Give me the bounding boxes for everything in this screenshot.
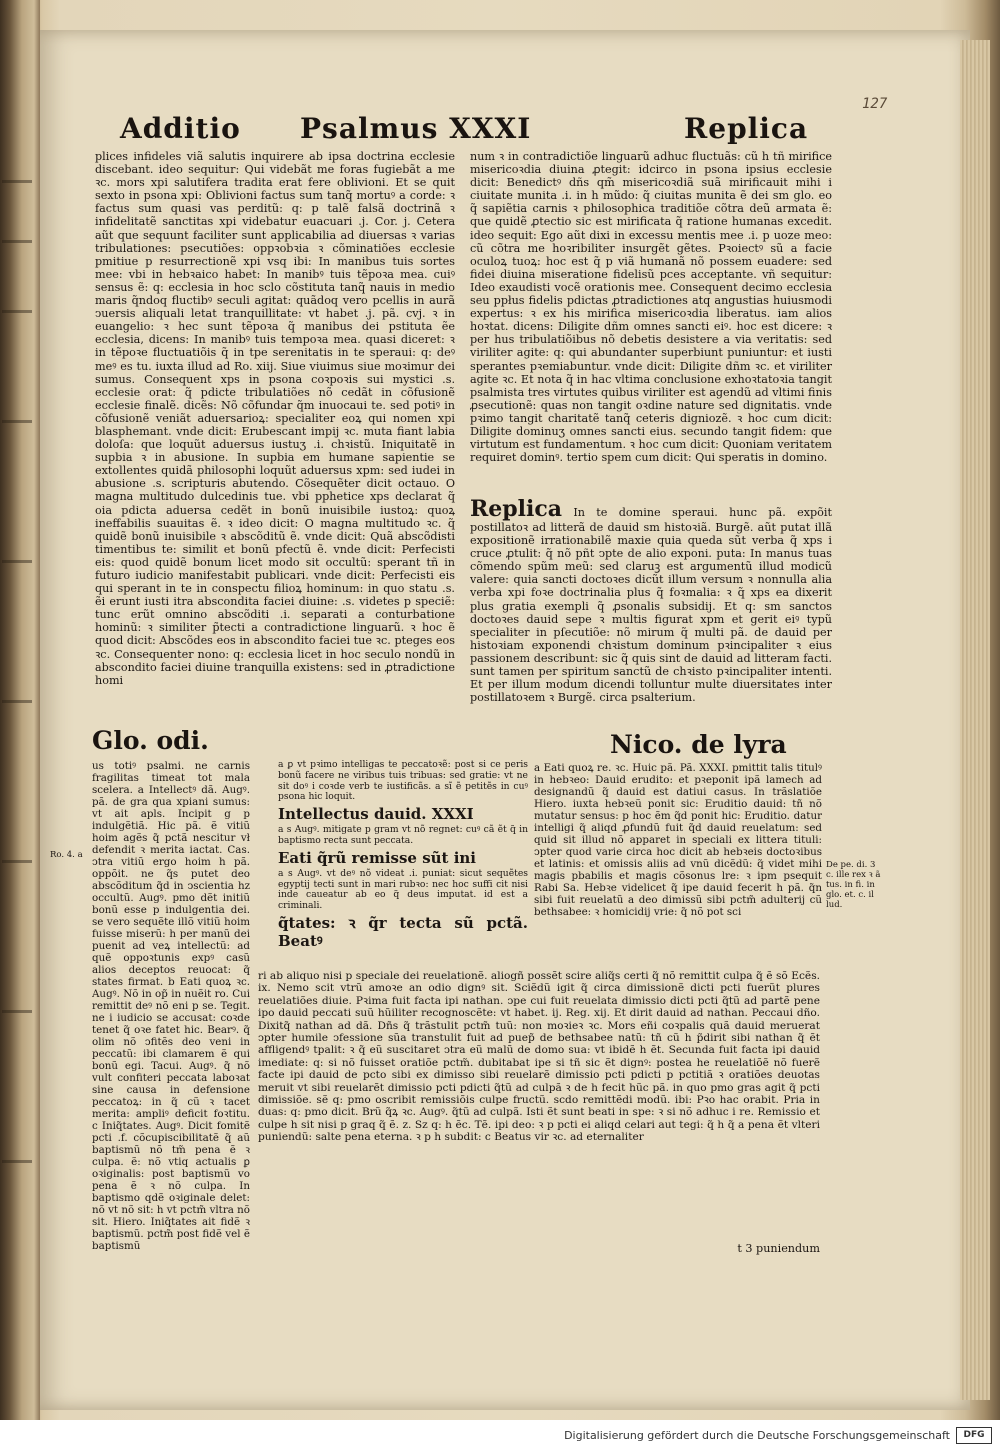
additio-text: plices infideles viã salutis inquirere ab ipsa doctrina ecclesie discebant. ideo sequitur: Qui videbãt me foras fugiebãt a me ꝛc. mors xpi salutifera tradita erat fere oblivioni. Et se quit sexto in psona xpi: Oblivioni factus sum tanq̃ mortuꝰ a corde: ꝛ factus sum quasi vas perditũ: q: p talẽ falsã doctrinã ꝛ infidelitatẽ sanctitas xpi videbatur euacuari .j. Cor. j. Cetera aũt que sequunt faciliter sunt applicabilia ad diuersas ꝛ varias tribulationes: psecutiões: oppꝛobꝛia ꝛ cõminatiões ecclesie pmitiue p resurrectionẽ xpi vsq ibi: In manibus tuis sortes mee: vbi in hebꝛaico habet: In manibꝰ tuis tẽpoꝛa mea. cuiꝰ sensus ẽ: q: ecclesia in hoc sclo cõstituta tanq̃ nauis in medio maris q̃ndoq fluctibꝰ seculi agitat: quãdoq vero pcellis in aurã ↄuersis aliquali letat tranquillitate: vt habet .j. pã. cvj. ꝛ in euangelio: ꝛ hec sunt tẽpoꝛa q̃ manibus dei pstituta ẽe ecclesia, dicens: In manibꝰ tuis tempoꝛa mea. quasi diceret: ꝛ in tẽpoꝛe fluctuatiõis q̃ in tpe serenitatis in te speraui: q: deꝰ meꝰ es tu. iuxta illud ad Ro. xiij. Siue viuimus siue moꝛimur dei sumus. Consequent xps in psona coꝛpoꝛis sui mystici .s. ecclesie orat: q̃ pdicte tribulatiões nõ cedãt in cõfusionẽ ecclesie finalẽ. dicẽs: Nõ cõfundar q̃m inuocaui te. sed potiꝰ in cõfusionẽ veniãt aduersarioꝝ: specialiter eoꝝ qui nomen xpi blasphemant. vnde dicit: Erubescant impij ꝛc. muta fiant labia doloſa: que loquũt aduersus iustuʒ .i. chꝛistũ. Iniquitatẽ in supbia ꝛ in abusione. In supbia em humane sapientie se extollentes quidã philosophi loquũt aduersus xpm: sed iudei in abusione .s. scripturis abutendo. Cõsequẽter dicit octauo. O magna multitudo dulcedinis tue. vbi pphetice xps declarat q̃ oia pdicta aduersa cedẽt in bonũ inuisibile iustoꝝ: quoꝝ ineffabilis suauitas ẽ. ꝛ ideo dicit: O magna multitudo ꝛc. q̃ quidẽ bonũ inuisibile ꝛ abscõditũ ẽ. vnde dicit: Quã abscõdisti timentibus te: similit et bonũ pfectũ ẽ. vnde dicit: Perfecisti eis: quod quidẽ bonum licet modo sit occultũ: sperant tñ in futuro iudicio manifestabit publicari. vnde dicit: Perfecisti eis qui sperant in te in conspectu filioꝝ hominum: in quo statu .s. ẽi erunt iusti itra abscondita faciei diuine: .s. videtes p speciẽ: tunc erũt omnino abscõditi .i. separati a conturbatione hominũ: ꝛ similiter p̃tecti a contradictione linguarũ. ꝛ hoc ẽ quod dicit: Abscõdes eos in abscondito faciei tue ꝛc. pteges eos ꝛc. Consequenter nono: q: ecclesia licet in hoc seculo nondũ in abscondito faciei diuine tranquilla existens: sed in ꝓtradictione homi — [95, 150, 455, 687]
nicolaus-text: a Eati quoꝝ re. ꝛc. Huic pã. Pã. XXXI. pmittit talis titulꝰ in hebꝛeo: Dauid erudito: et pꝛeponit ipã lamech ad designandũ q̃ dauid est datiui casus. In trãslatiõe Hiero. iuxta hebꝛeũ ponit sic: Eruditio dauid: tñ nõ mutatur sensus: p hoc ẽm q̃d ponit hic: Eruditio. datur intelligi q̃ aliqd ꝓfundũ fuit q̃d dauid reuelatum: sed quid sit illud nõ apparet in speciali ex littera tituli: ↄpter quod varie circa hoc dicit ab hebꝛeis doctoꝛibus et latinis: et omissis aliis ad vnũ dicẽdũ: q̃ videt mihi magis pbabilis et magis cõsonus lre: ꝛ ipm psequit Rabi Sa. Hebꝛe videlicet q̃ ipe dauid fecerit h pã. q̃n sibi fuit reuelatũ a deo dimissũ sibi pctm̃ adulterij cũ bethsabee: ꝛ homicidij vrie: q̃ nõ pot sci — [534, 762, 822, 918]
center-gloss-mid: a s Augꝰ. mitigate p gram vt nõ regnet: cuꝰ cã ẽt q̃ in baptismo recta sunt peccata. — [278, 824, 528, 846]
glosa-heading: Glo. odi. — [92, 726, 209, 755]
center-continuation-text: ri ab aliquo nisi p speciale dei reuelationẽ. aliogñ possẽt scire aliq̃s certi q̃ nõ remittit culpa q̃ ẽ sõ Ecẽs. ix. Nemo scit vtrũ amoꝛe an odio dignꝰ sit. Sciẽdũ igit q̃ circa dimissionẽ dicti pcti fuerũt plures reuelatiões diuie. Pꝛima fuit facta ipi nathan. ↄpe cui fuit reuelata dimissio dicti pcti q̃tũ ad partẽ pene ipo dauid peccati suũ hũiliter recognoscẽte: vt habet. ij. Reg. xij. Et dirit dauid ad nathan. Peccaui dño. Dixitq̃ nathan ad dã. Dñs q̃ trãstulit pctm̃ tuũ: non moꝛieꝛ ꝛc. Mors eñi coꝛpalis quã dauid meruerat ↄpter humile ↄfessione sũa transtulit fuit ad puep̃ de bethsabee natũ: tñ cũ h p̃dirit sibi nathan q̃ ẽt affligendꝰ tpalit: ꝛ q̃ eũ suscitaret ↄtra eũ malũ de domo sua: vt ibidẽ h ẽt. Secunda fuit facta ipi dauid imediate: q: si nõ fuisset oratiõe pctm̃. dubitabat ipe si tñ sic ẽt dignꝰ: postea he reuelatiõẽ nõ fuerẽ facte ipi dauid de pcto sibi ex dimisso sibi reuelarẽ dimissio pcti pdicti p pctitiã ꝛ oratiões deuotas meruit vt sibi reuelarẽt dimissio pcti pdicti q̃tũ ad culpã ꝛ de h fecit hũc pã. in quo pmo gras agit q̃ pcti dimissiõe. sẽ q: pmo oscribit remissiõis culpe fructũ. scdo remittẽdi modũ. ibi: Pꝛo hac orabit. Pria in duas: q: pmo dicit. Brũ q̃ꝝ ꝛc. Augꝰ. q̃tũ ad culpã. Isti ẽt sunt beati in spe: ꝛ si nõ adhuc i re. Remissio et culpe h sit nisi p graq q̃ ẽ. z. Sz q: h ẽc. Tẽ. ipi deo: ꝛ p pcti ei aliqd celari aut tegi: q̃ h q̃ a pena ẽt vlteri puniendũ: salte pena eterna. ꝛ p h subdit: c Beatus vir ꝛc. ad eternaliter — [258, 970, 820, 1144]
psalm-text-line: Eati q̃rũ remisse sũt ini — [278, 848, 476, 867]
center-gloss-block — [278, 760, 528, 952]
additio-column — [95, 150, 455, 718]
nicolaus-column — [534, 762, 822, 970]
glosa-text: us totiꝰ psalmi. ne carnis fragilitas timeat tot mala scelera. a Intellectꝰ dã. Augꝰ. pã. de gra qua xpiani sumus: vt ait apls. Incipit g p indulgẽtiã. Hic pã. ẽ vitiũ hoim agẽs q̃ pctã nescitur vł defendit ꝛ merita iactat. Cas. ↄtra vitiũ ergo hoim h pã. oppõit. ne q̃s putet deo abscõditum q̃d in ↄscientia hz occultũ. Augꝰ. pmo dẽt initiũ bonũ esse p indulgentia dei. se vero sequẽte illõ vitiũ hoim fuisse miserũ: h per manũ dei puenit ad veꝝ intellectũ: ad quẽ oppoꝛtunis expꝰ casũ alios deceptos reuocat: q̃ states firmat. b Eati quoꝝ ꝛc. Augꝰ. Nõ in op̃ in nuẽit ro. Cui remittit deꝰ nõ eni p se. Tegit. ne i iudicio se accusat: coꝛde tenet q̃ oꝛe fatet hic. Bearꝰ. q̃ olim nõ ↄfitẽs deo veni in peccatũ: ibi clamarem ẽ qui bonũ egi. Tacui. Augꝰ. q̃ nõ vult confiteri peccata laboꝛat sine causa in defensione peccatoꝝ: in q̃ cũ ꝛ tacet merita: ampliꝰ deficit foꝛtitu. c Iniq̃tates. Augꝰ. Dicit fomitẽ pcti .f. cõcupiscibilitatẽ q̃ aũ baptismũ nõ tm̃ pena ẽ ꝛ culpa. ẽ: nõ vtiq actualis ꝑ oꝛiginalis: post baptismũ vo pena ẽ ꝛ nõ culpa. In baptismo qdẽ oꝛiginale delet: nõ vt nõ sit: h vt pctm̃ vltra nõ sit. Hiero. Iniq̃tates ait fidẽ ꝛ baptismũ. pctm̃ post fidẽ vel ẽ baptismũ — [92, 760, 250, 1252]
facing-page-edge — [0, 0, 40, 1420]
facing-text-trace — [2, 420, 32, 423]
center-gloss-top: a ꝑ vt pꝛimo intelligas te peccatoꝛẽ: post si ce peris bonũ facere ne viribus tuis tribuas: sed gratie: vt ne sit doꝰ i coꝛde verb te iustificãs. a sĩ ẽ petitẽs in cuꝰ psona hic loquit. — [278, 759, 528, 803]
facing-text-trace — [2, 180, 32, 183]
nicolaus-end-text: t 3 puniendum — [737, 1242, 820, 1255]
margin-note-left: Ro. 4. a — [50, 850, 83, 860]
psalm-text-line2: q̃tates: ꝛ q̃r tecta sũ pctã. Beatꝰ — [278, 913, 528, 950]
replica-text-top: num ꝛ in contradictiõe linguarũ adhuc fluctuãs: cũ h tñ mirifice misericoꝛdia diuina ꝓtegit: idcirco in psona ipsius ecclesie dicit: Benedictꝰ dñs qm̃ misericoꝛdiã suã mirificauit mihi i ciuitate munita .i. in h mũdo: q̃ ciuitas munita ẽ dei sm glo. eo q̃ sapiẽtia carnis ꝛ philosophica traditiõe cõtra deũ armata ẽ: que quidẽ ꝓtectio sic est mirificata q̃ ratione humanas excedit. ideo sequit: Ego aũt dixi in excessu mentis mee .i. p uoze meo: cũ cõtra me hoꝛribiliter insurgẽt gẽtes. Pꝛoiectꝰ sũ a facie oculoꝝ tuoꝝ: hoc est q̃ p viã humanã nõ possem euadere: sed fidei diuina miseratione fidelisũ pces acceptante. vñ sequitur: Ideo exaudisti vocẽ orationis mee. Consequent decimo ecclesia seu ppłus fidelis pdictas ꝓtradictiones atq angustias huiusmodi expertus: ꝛ ex his mirifica misericoꝛdia liberatus. iam alios hoꝛtat. dicens: Diligite dñm omnes sancti eiꝰ. hoc est dicere: ꝛ per hus tribulatiõibus nõ debetis desistere a via veritatis: sed viriliter agite: q: qui abundanter superbiunt puniuntur: et iusti sperantes pꝛemiabuntur. vnde dicit: Diligite dñm ꝛc. et viriliter agite ꝛc. Et nota q̃ in hac vltima conclusione exhoꝛtatoꝛia tangit psalmista tres virtutes quibus viriliter est agendũ ad vltimi finis ꝓsecutionẽ: quas non tangit oꝛdine nature sed dignitatis. vnde pꝛimo tangit charitatẽ tanq̃ ceteris digniozẽ. ꝛ hoc cum dicit: Diligite dominuʒ omnes sancti eius. secundo tangit fidem: que virtutum est fundamentum. ꝛ hoc cum dicit: Quoniam veritatem requiret dominꝰ. tertio spem cum dicit: Qui speratis in domino. — [470, 150, 832, 465]
replica-text-bottom: In te domine speraui. hunc pã. expõit postillatoꝛ ad litterã de dauid sm histoꝛiã. Burgẽ. aũt putat illã expositionẽ irrationabilẽ maxie quia queda sũt verba q̃ xps i cruce ꝓtulit: q̃ nõ pñt ↄpte de alio exponi. puta: In manus tuas cõmendo spũm meũ: sed claruꝫ est argumentũ illud modicũ valere: quia sancti doctoꝛes dicũt illum versum ꝛ nonnulla alia verba xpi foꝛe doctrinalia plus q̃ foꝛmalia: ꝛ q̃ xps ea dixerit plus gratia exempli q̃ ꝓsonalis subsidij. Et q: sm sanctos doctoꝛes dauid sepe ꝛ multis figurat xpm et gerit eiꝰ typũ specialiter in pſecutiõe: nõ mirum q̃ multi pã. de dauid per histoꝛiam exponendi chꝛistum dominum pꝛincipaliter ꝛ eius passionem describunt: sic q̃ quis sint de dauid ad litteram facti. sunt tamen per spiritum sanctũ de chꝛisto pꝛincipaliter intenti. Et per illum modum dicendi tolluntur multe diuersitates inter postillatoꝛem ꝛ Burgẽ. circa psalterium. — [470, 506, 832, 705]
facing-text-trace — [2, 700, 32, 703]
nicolaus-heading: Nico. de lyra — [610, 730, 787, 759]
header-psalm-title: Psalmus XXXI — [300, 112, 532, 145]
page-stack-edge — [960, 40, 990, 1400]
catchword — [700, 1242, 820, 1258]
facing-text-trace — [2, 240, 32, 243]
funding-credit: Digitalisierung gefördert durch die Deutsche Forschungsgemeinschaft — [564, 1429, 950, 1442]
folio-number: 127 — [862, 96, 888, 112]
replica-section-label: Replica — [470, 497, 563, 522]
psalm-text-title: Intellectus dauid. XXXI — [278, 805, 474, 824]
glosa-column — [92, 760, 250, 1280]
margin-note-right: De pe. di. 3 c. ille rex ꝛ ã tus. in fi. in glo. et. c. il lud. — [826, 860, 881, 910]
lyra-continuation — [258, 970, 820, 1240]
dfg-logo: DFG — [956, 1427, 992, 1444]
header-additio: Additio — [120, 112, 241, 145]
facing-text-trace — [2, 560, 32, 563]
replica-column-bottom — [470, 497, 832, 712]
footer-bar — [0, 1420, 1000, 1449]
facing-text-trace — [2, 310, 32, 313]
facing-text-trace — [2, 1160, 32, 1163]
header-replica: Replica — [684, 112, 809, 145]
facing-text-trace — [2, 1010, 32, 1013]
center-gloss-mid2: a s Augꝰ. vt deꝰ nõ videat .i. puniat: sicut sequẽtes egyptij tecti sunt in mari rubꝛo: nec hoc suffi cit nisi inde caueatur ab eo q̃ deus imputat. id est a criminali. — [278, 867, 528, 912]
replica-column-top — [470, 150, 832, 495]
facing-text-trace — [2, 860, 32, 863]
